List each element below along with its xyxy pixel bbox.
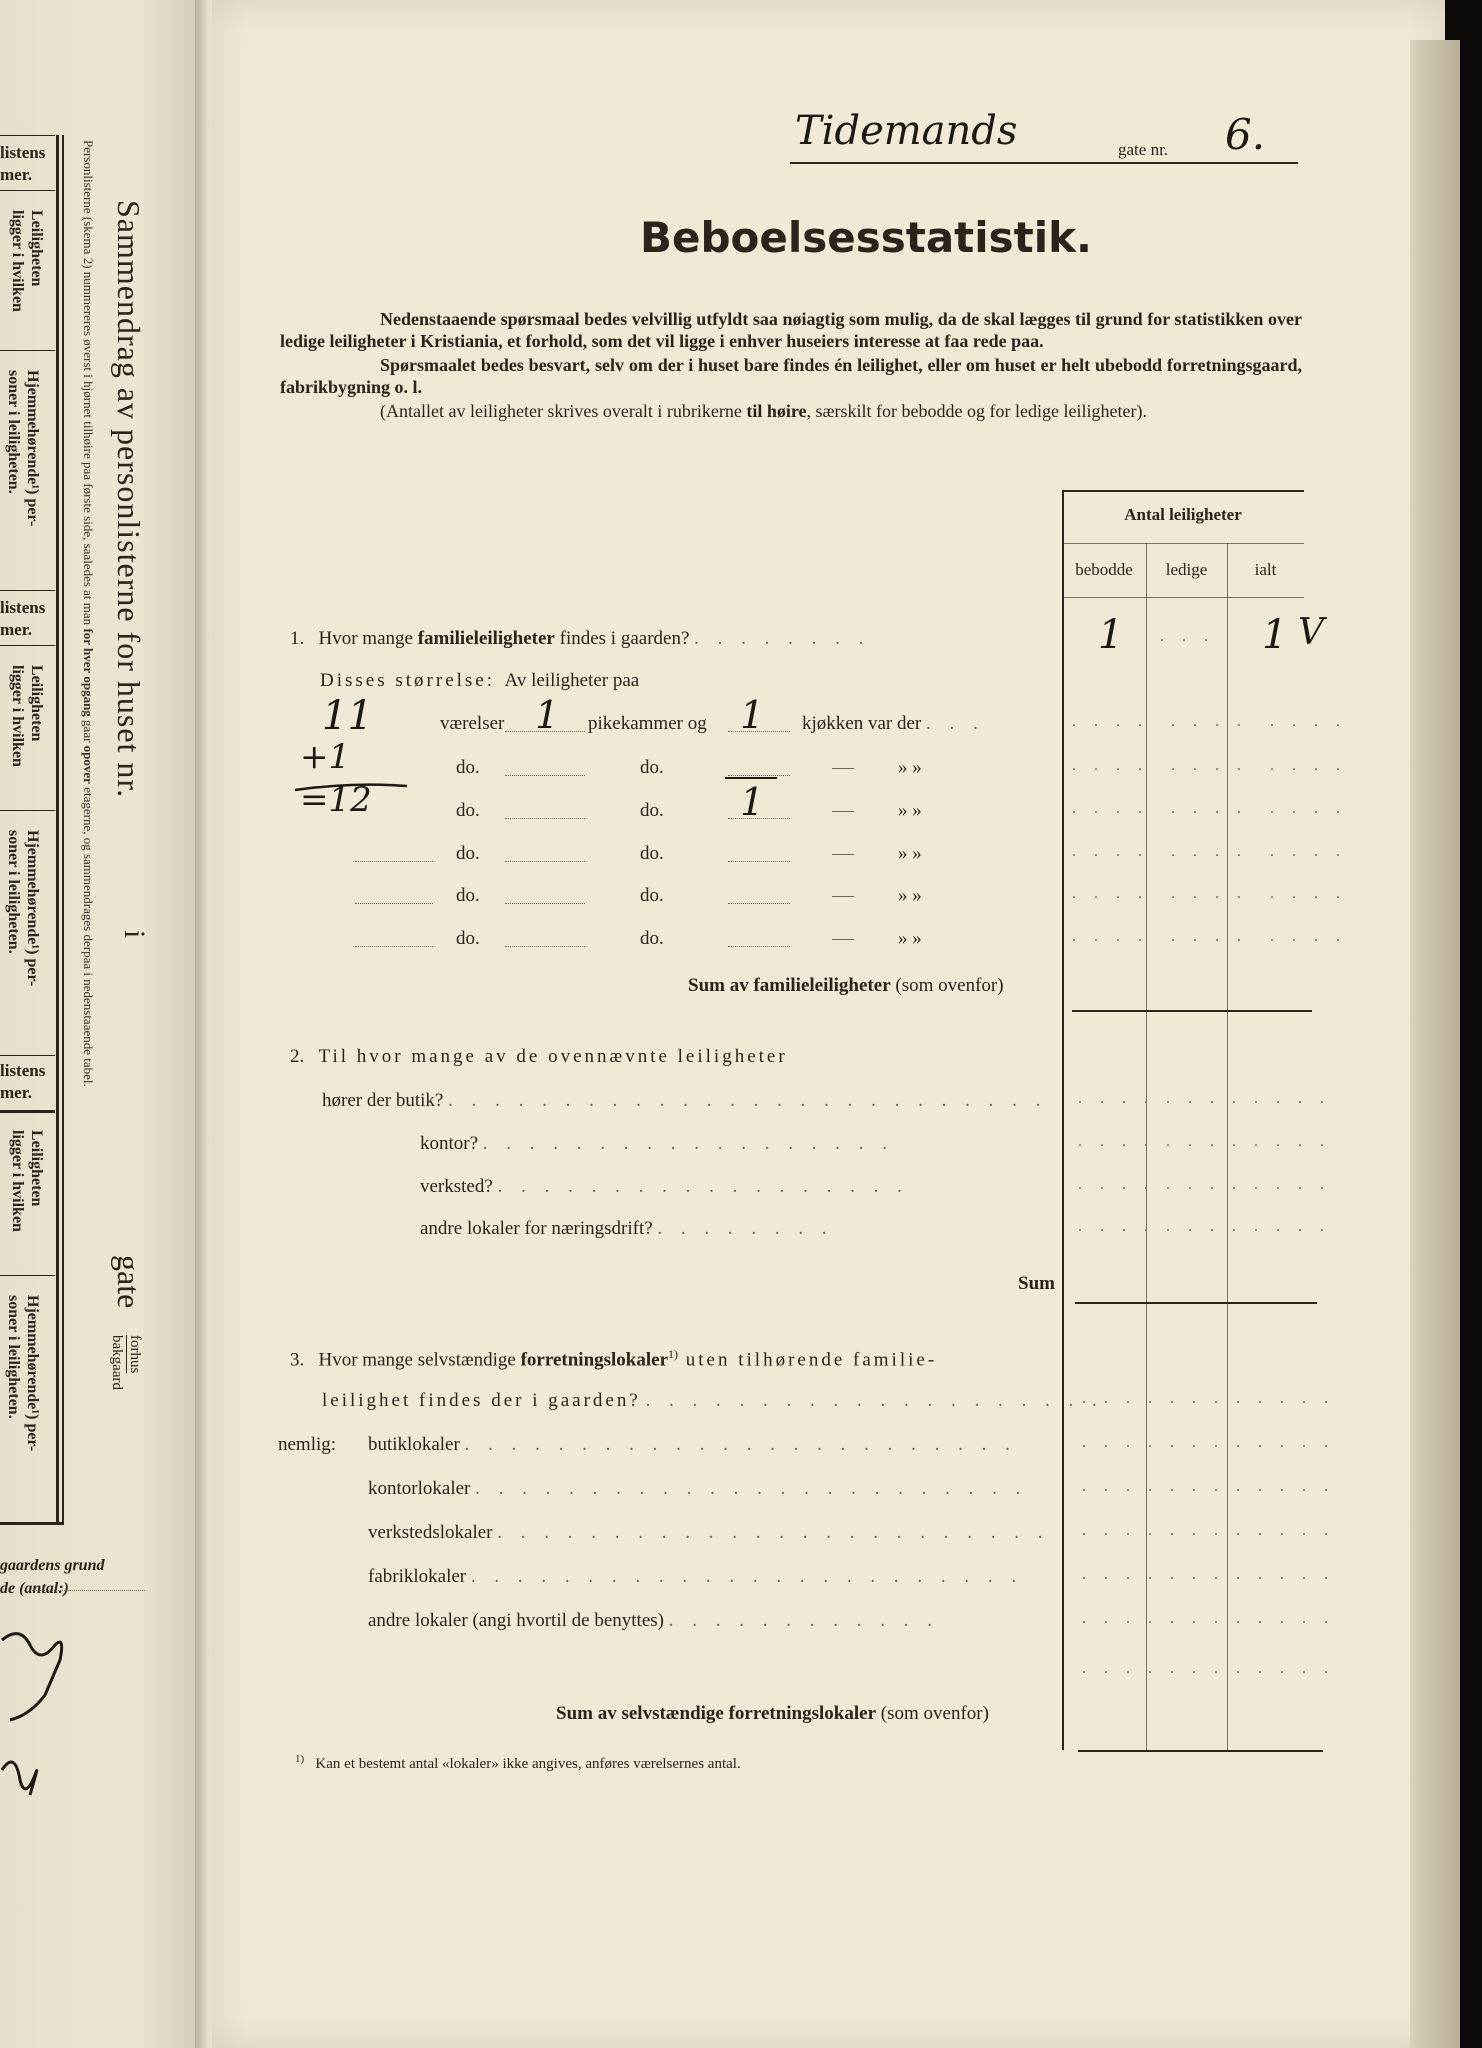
left-strip-cell-8: Leiligheten ligger i hvilken: [9, 1130, 45, 1232]
rooms-blank: [355, 861, 433, 862]
kitchen-blank: [728, 946, 790, 947]
pike-word: do.: [640, 757, 664, 778]
q2-item: andre lokaler for næringsdrift? . . . . . . . .: [420, 1218, 834, 1239]
intro-paragraph-1: Nedenstaaende spørsmaal bedes velvillig utfyldt saa nøiagtig som mulig, da de skal lægges til grund for statistikken over ledige leiligheter i Kristiania, et forhold, som det vil ligge i enhver huseiers interesse at faa rede paa.: [280, 309, 1302, 351]
kitchen-word: » »: [826, 800, 922, 822]
left-strip-cell-3: Hjemmehørende¹) per- soner i leiligheten.: [5, 370, 41, 527]
intro-paragraph-3: (Antallet av leiligheter skrives overalt i rubrikerne til høire, særskilt for bebodde og for ledige leiligheter).: [380, 401, 1147, 421]
q2-sum-label: Sum: [1018, 1273, 1055, 1294]
left-strip-rule: [62, 135, 64, 1525]
left-strip-cell-5: Leiligheten ligger i hvilken: [9, 665, 45, 767]
rooms-word: do.: [456, 843, 480, 864]
q3-item: verkstedslokaler . . . . . . . . . . . . . . . . . . . . . . . .: [368, 1522, 1050, 1543]
margin-i: i: [118, 930, 151, 939]
table-dots: . . . . . . . . . . . .: [1082, 1390, 1335, 1407]
table-dots: . . . . . . . . . . . .: [1072, 928, 1347, 945]
page-edge: [1410, 40, 1460, 2048]
kitchen-blank: [728, 903, 790, 904]
intro-text: [280, 308, 1302, 422]
left-strip-cell-6: Hjemmehørende¹) per- soner i leiligheten.: [5, 830, 41, 987]
gate-nr-label: gate nr.: [1118, 140, 1169, 159]
left-strip-divider: [0, 135, 55, 136]
left-strip-divider: [0, 1275, 55, 1276]
margin-forhus-bakgaard: forhus bakgaard: [109, 1335, 143, 1390]
table-dots: . . . . . . . . . . . .: [1082, 1478, 1335, 1495]
table-dots: . . . . . . . . . . . .: [1072, 713, 1347, 730]
q3-item: andre lokaler (angi hvortil de benyttes) . . . . . . . . . . . .: [368, 1610, 939, 1631]
rooms-word: do.: [456, 800, 480, 821]
table-dots: . . . . . . . . . . . .: [1072, 885, 1347, 902]
margin-title: Sammendrag av personlisterne for huset nr.: [111, 200, 147, 799]
table-subheader-rule: [1062, 597, 1304, 598]
left-strip-divider: [0, 1110, 55, 1113]
pike-blank: [505, 861, 585, 862]
rooms-value: +1: [300, 737, 351, 777]
left-strip-divider: [0, 645, 55, 646]
left-strip-footer-rule: [30, 1590, 145, 1591]
rooms-value: =12: [300, 780, 372, 820]
q2-sum-rule: [1075, 1302, 1317, 1304]
margin-gate: gate: [111, 1255, 147, 1309]
table-dots: . . . . . . . . . . . .: [1082, 1610, 1335, 1627]
q3-question-line2: leilighet findes der i gaarden? . . . . . . . . . . . . . . . . . . . .: [322, 1390, 1104, 1411]
left-strip-divider: [0, 1055, 55, 1056]
q1-sum-rule: [1072, 1010, 1312, 1012]
kitchen-value: 1: [740, 780, 765, 824]
pike-blank: [505, 775, 585, 776]
rooms-word: do.: [456, 885, 480, 906]
intro-paragraph-2: Spørsmaalet bedes besvart, selv om der i huset bare findes én leilighet, eller om huset er helt ubebodd forretningsgaard, fabrikbygning o. l.: [280, 355, 1302, 397]
street-name-handwritten: Tidemands: [795, 108, 1018, 154]
rooms-word: værelser: [440, 713, 505, 734]
left-strip-footer-2: de (antal:): [0, 1580, 69, 1597]
kitchen-blank: [728, 861, 790, 862]
table-dots: . . . . . . . . . . . .: [1078, 1218, 1331, 1235]
kitchen-word: » »: [826, 885, 922, 907]
q1-size-label: Disses størrelse: Av leiligheter paa: [320, 670, 640, 691]
left-strip-divider: [0, 810, 55, 811]
q2-item: kontor? . . . . . . . . . . . . . . . . . .: [420, 1133, 895, 1154]
left-strip-cell-4: listens mer.: [0, 598, 46, 639]
rooms-word: do.: [456, 928, 480, 949]
kitchen-word: » »: [826, 928, 922, 950]
left-strip-rule: [56, 135, 59, 1525]
q1-bebodde-answer: 1: [1098, 612, 1124, 658]
kitchen-blank: [728, 775, 790, 776]
rooms-word: do.: [456, 757, 480, 778]
table-dots: . . . . . . . . . . . .: [1078, 1133, 1331, 1150]
form-title: Beboelsesstatistik.: [639, 213, 1093, 262]
col-bebodde: bebodde: [1075, 560, 1133, 579]
rooms-blank: [355, 946, 433, 947]
table-dots: . . . . . . . . . . . .: [1082, 1434, 1335, 1451]
kitchen-word: kjøkken var der . . .: [802, 713, 985, 734]
pike-word: do.: [640, 843, 664, 864]
table-top-rule: [1062, 490, 1304, 492]
pike-value: 1: [535, 693, 560, 737]
left-strip-divider: [0, 1522, 62, 1525]
q3-item: kontorlokaler . . . . . . . . . . . . . . . . . . . . . . . .: [368, 1478, 1028, 1499]
q2-question: 2. Til hvor mange av de ovennævnte leiligheter: [290, 1046, 788, 1067]
q3-nemlig: nemlig:: [278, 1434, 337, 1455]
table-dots: . . . . . . . . . . . .: [1082, 1566, 1335, 1583]
pike-word: do.: [640, 928, 664, 949]
table-header-rule: [1062, 543, 1304, 544]
table-dots: . . .: [1160, 628, 1215, 645]
q1-sum-label: Sum av familieleiligheter (som ovenfor): [688, 975, 1004, 996]
table-dots: . . . . . . . . . . . .: [1072, 800, 1347, 817]
left-strip-divider: [0, 590, 55, 591]
q3-question: 3. Hvor mange selvstændige forretningslokaler$^{1)}$ uten tilhørende familie-: [290, 1347, 938, 1371]
kitchen-word: » »: [826, 843, 922, 865]
table-dots: . . . . . . . . . . . .: [1078, 1090, 1331, 1107]
q1-check-mark: V: [1298, 612, 1324, 653]
left-strip-cell-1: listens mer.: [0, 143, 46, 184]
footnote: $^{1)}$ Kan et bestemt antal «lokaler» ikke angives, anføres værelsernes antal.: [295, 1753, 741, 1772]
q1-question: 1. Hvor mange familieleiligheter findes i gaarden? . . . . . . . .: [290, 628, 871, 649]
left-strip-divider: [0, 350, 55, 351]
pike-blank: [505, 903, 585, 904]
pike-word: do.: [640, 800, 664, 821]
col-ialt: ialt: [1254, 560, 1277, 579]
pike-blank: [505, 946, 585, 947]
table-left-rule: [1062, 490, 1064, 1750]
q3-sum-rule: [1078, 1750, 1323, 1752]
col-ledige: ledige: [1165, 560, 1208, 579]
q1-ialt-answer: 1: [1262, 612, 1288, 658]
handwritten-sum-line: [292, 770, 412, 810]
left-strip-cell-9: Hjemmehørende¹) per- soner i leiligheten.: [5, 1295, 41, 1452]
q2-item: verksted? . . . . . . . . . . . . . . . . . .: [420, 1176, 909, 1197]
table-dots: . . . . . . . . . . . .: [1082, 1522, 1335, 1539]
left-page-strip: [0, 0, 195, 2048]
table-dots: . . . . . . . . . . . .: [1082, 1660, 1335, 1677]
left-strip-divider: [0, 190, 55, 191]
left-strip-cell-7: listens mer.: [0, 1061, 46, 1102]
house-number-handwritten: 6.: [1225, 110, 1266, 159]
rooms-blank: [355, 903, 433, 904]
pike-blank: [505, 818, 585, 819]
q3-item: butiklokaler . . . . . . . . . . . . . . . . . . . . . . . .: [368, 1434, 1017, 1455]
table-group-header: Antal leiligheter: [1124, 505, 1242, 524]
pike-word: pikekammer og: [588, 713, 707, 734]
rooms-value: 11: [322, 693, 373, 739]
q2-item: hører der butik? . . . . . . . . . . . . . . . . . . . . . . . . . .: [322, 1090, 1048, 1111]
q3-sum-label: Sum av selvstændige forretningslokaler (som ovenfor): [556, 1703, 989, 1724]
left-strip-cell-2: Leiligheten ligger i hvilken: [9, 210, 45, 312]
kitchen-word: » »: [826, 757, 922, 779]
signature-scribble: [0, 1620, 70, 1800]
margin-instruction: Personlisterne (skema 2) nummereres øverst i hjørnet tilhøire paa første side, saaledes at man for hver opgang gaar opover etagerne, og sammendrages derpaa i nedenstaaende tabel.: [81, 140, 96, 1087]
pike-word: do.: [640, 885, 664, 906]
q3-item: fabriklokaler . . . . . . . . . . . . . . . . . . . . . . . .: [368, 1566, 1024, 1587]
handwritten-dash: [725, 777, 777, 779]
table-dots: . . . . . . . . . . . .: [1078, 1176, 1331, 1193]
kitchen-value: 1: [740, 693, 765, 737]
table-dots: . . . . . . . . . . . .: [1072, 843, 1347, 860]
left-strip-footer-1: gaardens grund: [0, 1557, 105, 1574]
table-dots: . . . . . . . . . . . .: [1072, 757, 1347, 774]
